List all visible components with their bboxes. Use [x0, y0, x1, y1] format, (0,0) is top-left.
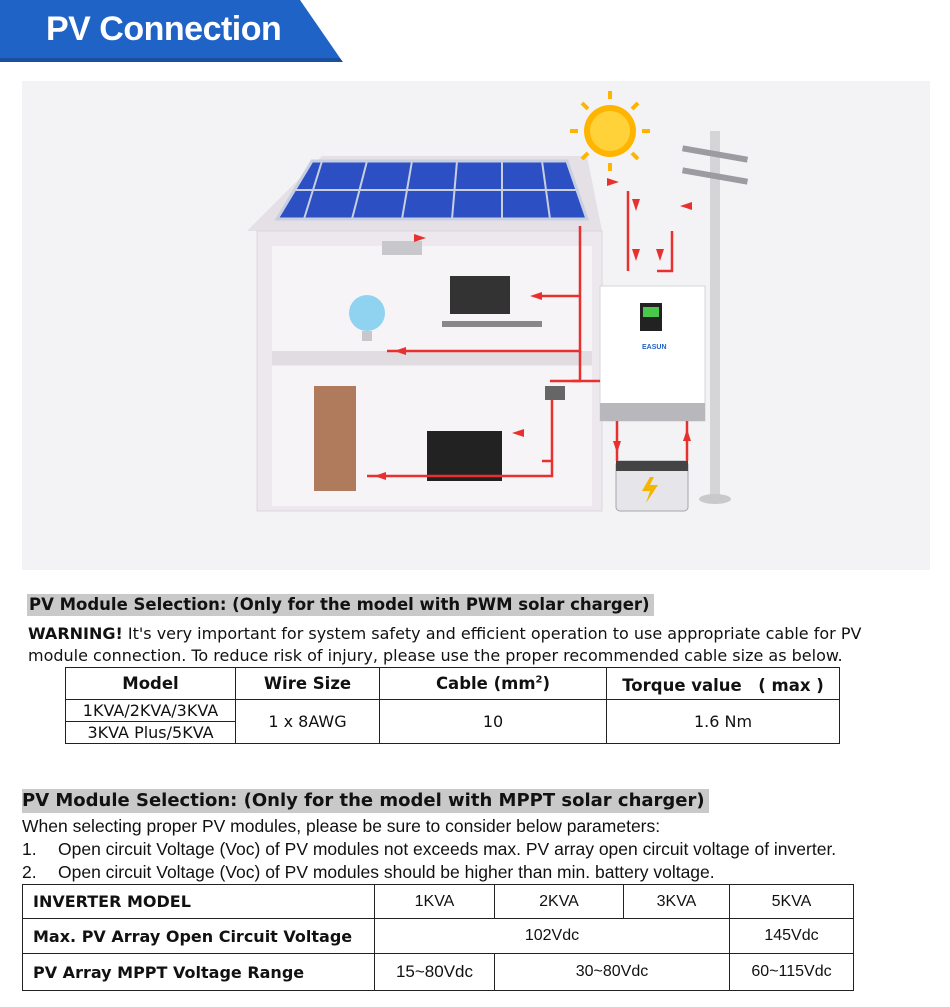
battery-icon: [616, 461, 688, 511]
model-cell: 2KVA: [495, 885, 624, 919]
pwm-section-heading: PV Module Selection: (Only for the model with PWM solar charger): [27, 594, 654, 616]
model-cell: 5KVA: [730, 885, 854, 919]
mppt-range-cell: 30~80Vdc: [495, 954, 730, 991]
solar-panel-icon: [277, 161, 587, 219]
section-banner: [0, 0, 343, 64]
pwm-cable-table: [65, 667, 840, 744]
list-item: [22, 838, 836, 860]
page-title: PV Connection: [46, 10, 282, 48]
house-diagram: [22, 81, 930, 570]
row-label: Max. PV Array Open Circuit Voltage: [23, 919, 375, 954]
inverter-icon: [600, 286, 705, 421]
mppt-spec-table: [22, 884, 854, 991]
list-number: 2.: [22, 862, 37, 882]
list-text: Open circuit Voltage (Voc) of PV modules should be higher than min. battery voltage.: [58, 862, 715, 882]
list-item: [22, 861, 715, 883]
mppt-intro: When selecting proper PV modules, please be sure to consider below parameters:: [22, 816, 661, 836]
warning-paragraph: [28, 623, 924, 644]
tv-icon: [427, 431, 502, 481]
model-cell: 1KVA: [375, 885, 495, 919]
switch-icon: [545, 386, 565, 400]
fridge-icon: [314, 386, 356, 491]
wire-size-cell: 1 x 8AWG: [236, 700, 380, 744]
warning-text: It's very important for system safety and efficient operation to use appropriate cable for PV: [122, 624, 862, 643]
table-row: [23, 885, 854, 919]
mppt-range-cell: 15~80Vdc: [375, 954, 495, 991]
mppt-section-heading: PV Module Selection: (Only for the model with MPPT solar charger): [22, 789, 709, 813]
table-row: [66, 700, 840, 722]
table-header-row: [66, 668, 840, 700]
model-cell: 3KVA: [624, 885, 730, 919]
sun-icon: [570, 91, 650, 171]
system-illustration: [22, 81, 930, 570]
col-header-model: Model: [66, 668, 236, 700]
row-label: PV Array MPPT Voltage Range: [23, 954, 375, 991]
table-row: [23, 954, 854, 991]
list-text: Open circuit Voltage (Voc) of PV modules not exceeds max. PV array open circuit voltage of inverter.: [58, 839, 837, 859]
table-row: [23, 919, 854, 954]
torque-cell: 1.6 Nm: [607, 700, 840, 744]
list-number: 1.: [22, 839, 37, 859]
voc-cell: 102Vdc: [375, 919, 730, 954]
mppt-range-cell: 60~115Vdc: [730, 954, 854, 991]
voc-cell: 145Vdc: [730, 919, 854, 954]
cable-cell: 10: [380, 700, 607, 744]
warning-label: WARNING!: [28, 624, 123, 643]
col-header-torque: Torque value ( max ): [607, 668, 840, 700]
model-cell: 3KVA Plus/5KVA: [66, 722, 236, 744]
chandelier-icon: [382, 241, 422, 255]
warning-paragraph-line2: module connection. To reduce risk of injury, please use the proper recommended cable size as below.: [28, 646, 843, 665]
col-header-wire-size: Wire Size: [236, 668, 380, 700]
col-header-cable: Cable $(mm^2)$: [380, 668, 607, 700]
brand-label: EASUN: [642, 344, 667, 351]
row-label: INVERTER MODEL: [23, 885, 375, 919]
model-cell: 1KVA/2KVA/3KVA: [66, 700, 236, 722]
